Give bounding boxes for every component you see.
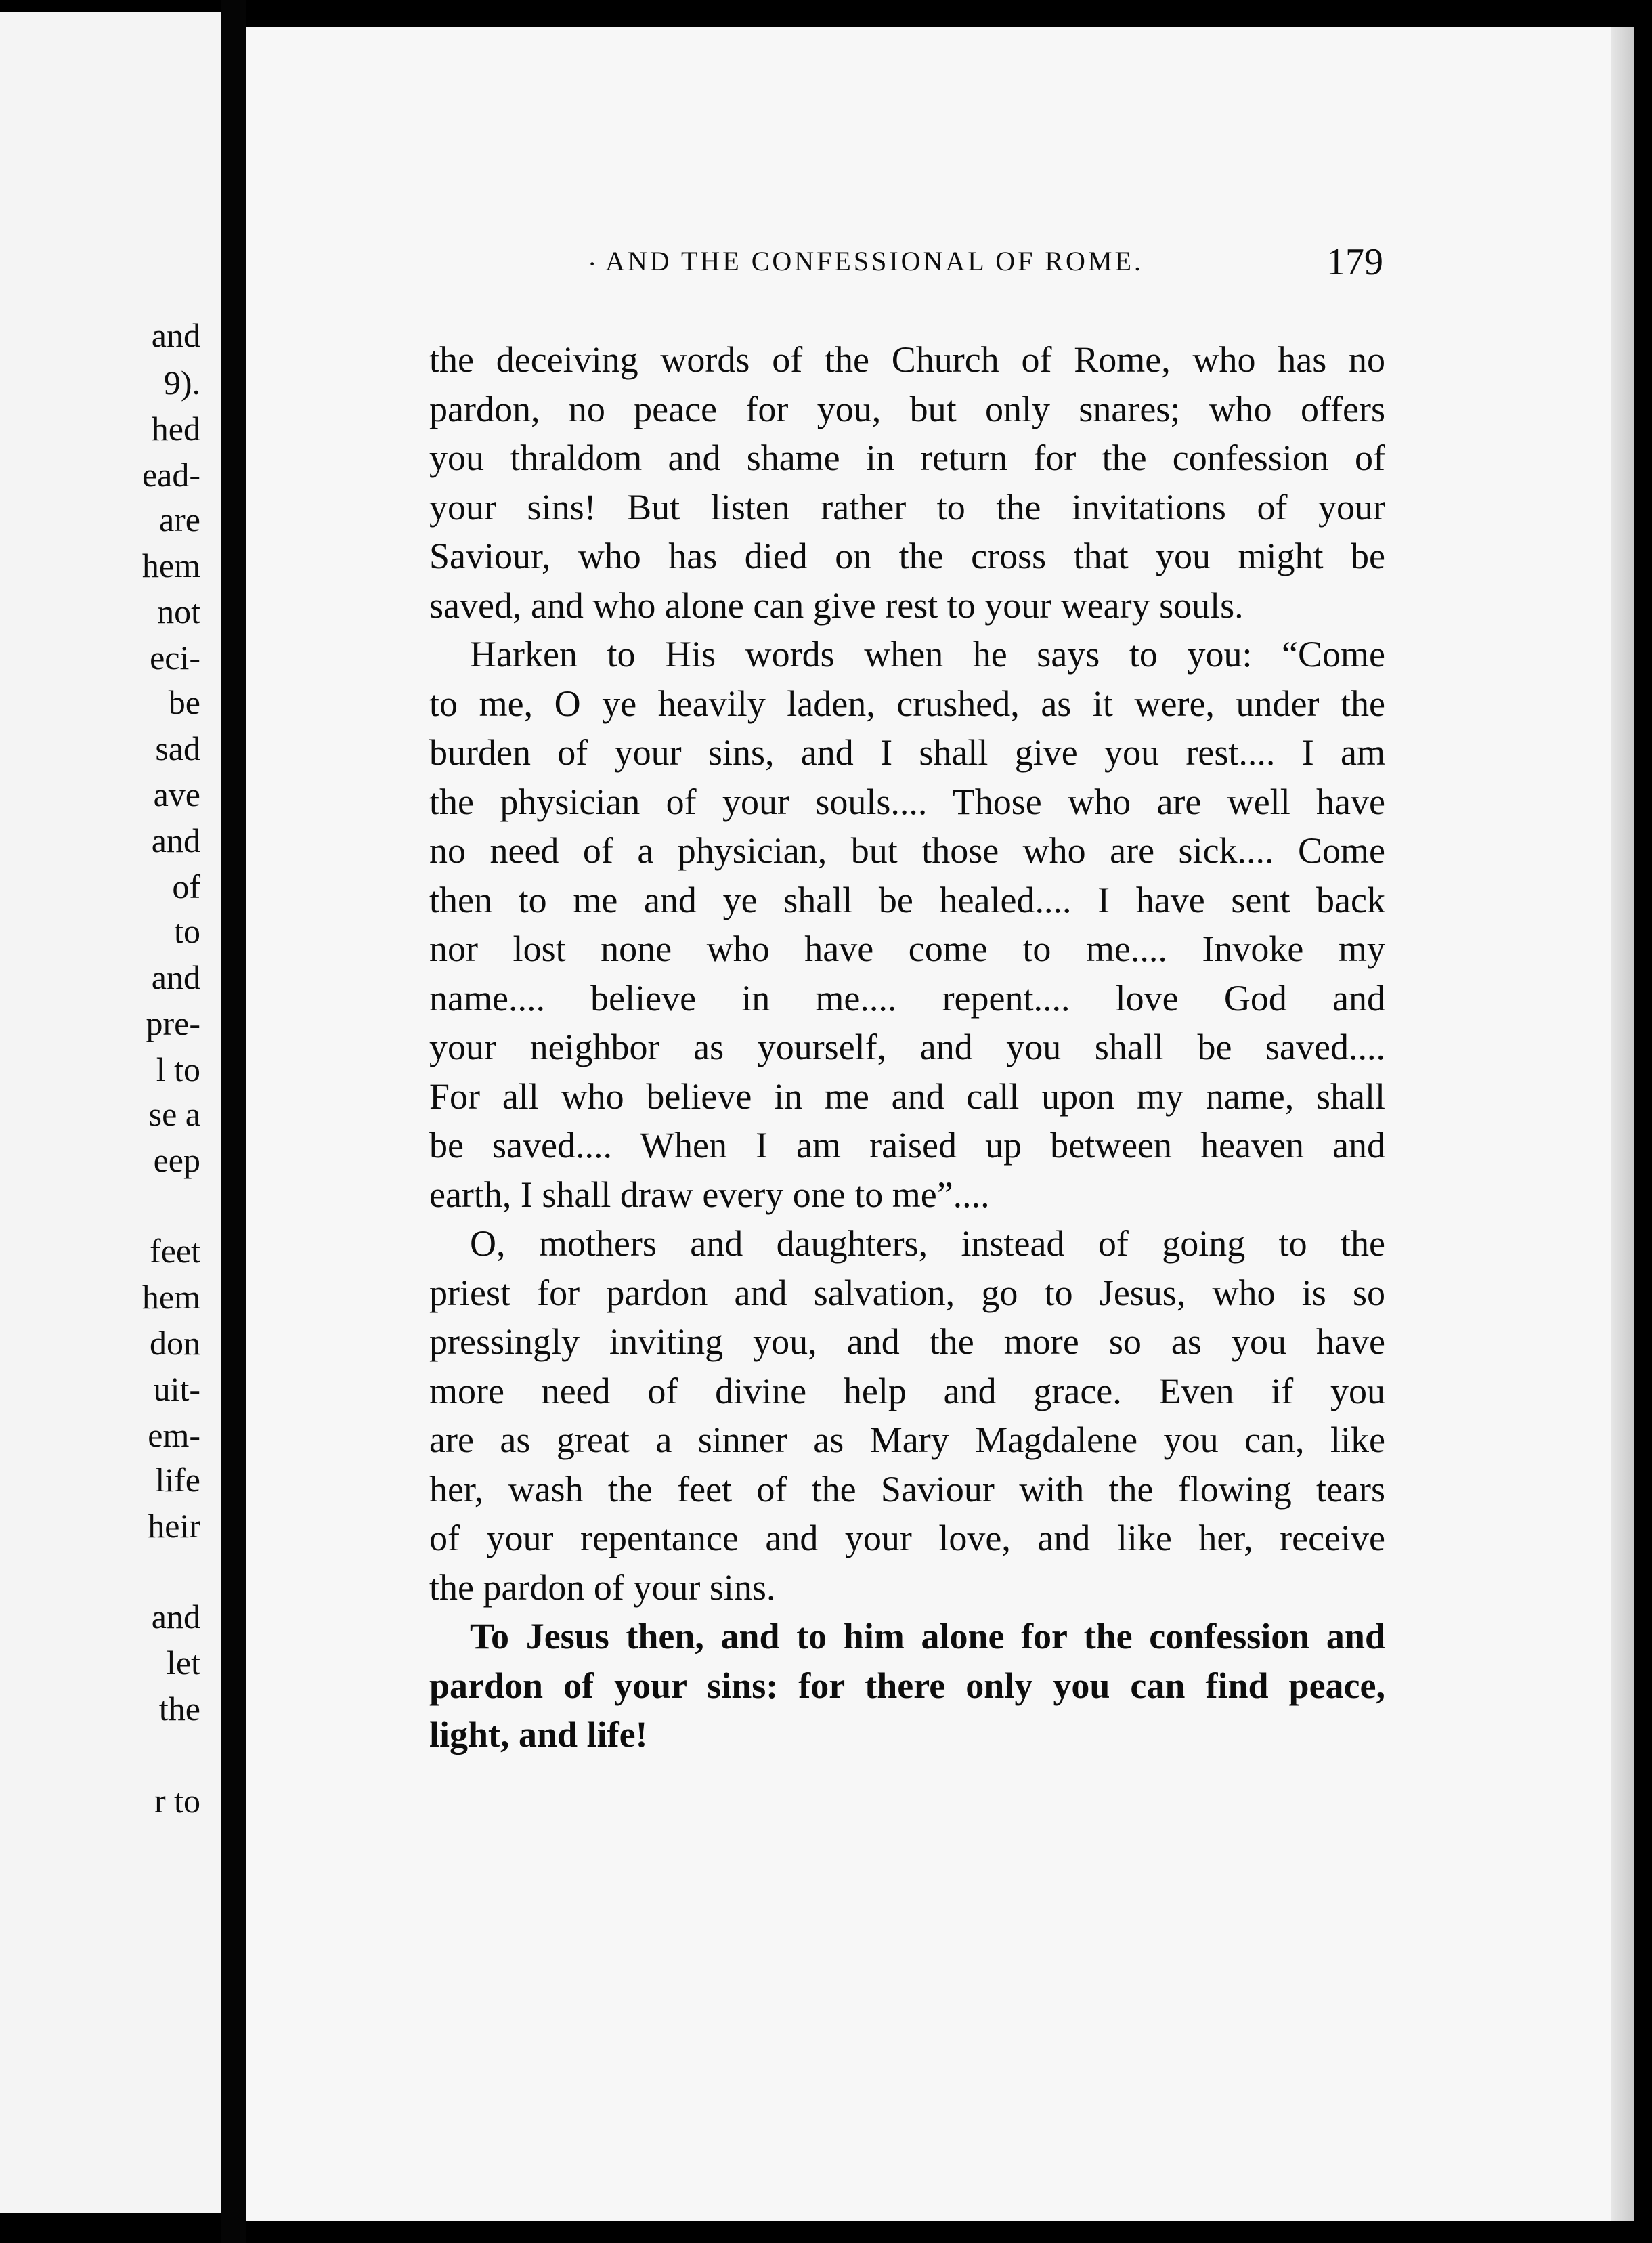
text-line: you thraldom and shame in return for the confession of bbox=[429, 437, 1385, 478]
text-line: the pardon of your sins. bbox=[429, 1566, 776, 1608]
facing-page-line-fragment: se a bbox=[148, 1095, 200, 1133]
body-text bbox=[429, 335, 1385, 1759]
facing-page-line-fragment: eci- bbox=[150, 639, 200, 677]
facing-page-line-fragment: the bbox=[158, 1690, 200, 1728]
text-line: your neighbor as yourself, and you shall be saved.... bbox=[429, 1027, 1385, 1067]
text-line: saved, and who alone can give rest to your weary souls. bbox=[429, 584, 1244, 626]
facing-page-line-fragment: of bbox=[172, 868, 200, 905]
paragraph bbox=[429, 1219, 1385, 1612]
facing-page-line-fragment: let bbox=[167, 1644, 200, 1682]
facing-page-line-fragment: and bbox=[151, 958, 200, 996]
text-line: O, mothers and daughters, instead of going to the bbox=[470, 1223, 1385, 1264]
facing-page-line-fragment: feet bbox=[150, 1232, 200, 1270]
text-line: are as great a sinner as Mary Magdalene you can, like bbox=[429, 1419, 1385, 1460]
text-line: burden of your sins, and I shall give you rest.... I am bbox=[429, 732, 1385, 773]
facing-page-line-fragment: to bbox=[174, 912, 200, 950]
facing-page-line-fragment: hed bbox=[151, 410, 200, 448]
text-line: no need of a physician, but those who are sick.... Come bbox=[429, 830, 1385, 871]
text-line: priest for pardon and salvation, go to Jesus, who is so bbox=[429, 1272, 1385, 1313]
paragraph bbox=[429, 630, 1385, 1219]
facing-page-line-fragment: don bbox=[150, 1324, 200, 1362]
text-line: For all who believe in me and call upon my name, shall bbox=[429, 1075, 1385, 1117]
text-line: the physician of your souls.... Those who are well have bbox=[429, 781, 1385, 822]
facing-page-line-fragment: not bbox=[157, 593, 200, 631]
facing-page-line-fragment: ave bbox=[153, 775, 200, 813]
text-line: light, and life! bbox=[429, 1714, 648, 1755]
facing-page-line-fragment: heir bbox=[148, 1507, 200, 1545]
facing-page-line-fragment: be bbox=[168, 683, 200, 721]
header-dot: · bbox=[588, 249, 597, 279]
text-line: earth, I shall draw every one to me”.... bbox=[429, 1174, 990, 1215]
text-line: Harken to His words when he says to you: “Come bbox=[470, 634, 1385, 675]
facing-page-line-fragment: uit- bbox=[153, 1370, 200, 1408]
text-line: to me, O ye heavily laden, crushed, as it were, under the bbox=[429, 683, 1385, 724]
text-line: pressingly inviting you, and the more so as you have bbox=[429, 1321, 1385, 1362]
facing-page-line-fragment: pre- bbox=[146, 1004, 200, 1042]
facing-page-line-fragment: and bbox=[151, 821, 200, 859]
text-line: then to me and ye shall be healed.... I have sent back bbox=[429, 879, 1385, 920]
facing-page-line-fragment: r to bbox=[154, 1782, 200, 1820]
facing-page-line-fragment: and bbox=[151, 316, 200, 354]
paragraph bbox=[429, 335, 1385, 630]
facing-page-line-fragment: eep bbox=[153, 1141, 200, 1179]
text-line: pardon of your sins: for there only you can find peace, bbox=[429, 1665, 1385, 1706]
text-line: nor lost none who have come to me.... Invoke my bbox=[429, 928, 1385, 969]
facing-page-line-fragment: ead- bbox=[142, 456, 200, 494]
page-edge bbox=[1611, 27, 1634, 2221]
facing-page-line-fragment: are bbox=[158, 500, 200, 538]
text-line: pardon, no peace for you, but only snares; who offers bbox=[429, 388, 1385, 429]
text-line: name.... believe in me.... repent.... love God and bbox=[429, 977, 1385, 1019]
book-gutter bbox=[221, 0, 246, 2243]
text-line: be saved.... When I am raised up between heaven and bbox=[429, 1125, 1385, 1166]
paragraph bbox=[429, 1612, 1385, 1759]
text-line: your sins! But listen rather to the invitations of your bbox=[429, 486, 1385, 528]
running-head: AND THE CONFESSIONAL OF ROME. bbox=[605, 246, 1144, 276]
facing-page-fragment bbox=[0, 12, 221, 2213]
text-line: the deceiving words of the Church of Rome, who has no bbox=[429, 339, 1385, 380]
facing-page-line-fragment: sad bbox=[155, 729, 200, 767]
text-line: Saviour, who has died on the cross that you might be bbox=[429, 536, 1385, 576]
facing-page-line-fragment: hem bbox=[142, 1278, 200, 1316]
facing-page-line-fragment: l to bbox=[156, 1050, 200, 1088]
facing-page-line-fragment: hem bbox=[142, 547, 200, 584]
text-line: her, wash the feet of the Saviour with the flowing tears bbox=[429, 1468, 1385, 1510]
text-line: of your repentance and your love, and like her, receive bbox=[429, 1518, 1385, 1558]
text-line: To Jesus then, and to him alone for the confession and bbox=[470, 1616, 1385, 1657]
facing-page-line-fragment: em- bbox=[148, 1416, 200, 1454]
facing-page-line-fragment: and bbox=[151, 1598, 200, 1636]
facing-page-line-fragment: life bbox=[155, 1461, 200, 1499]
book-page bbox=[246, 27, 1634, 2221]
facing-page-line-fragment: 9). bbox=[163, 364, 200, 402]
text-line: more need of divine help and grace. Even if you bbox=[429, 1370, 1385, 1411]
page-number: 179 bbox=[1326, 241, 1383, 283]
